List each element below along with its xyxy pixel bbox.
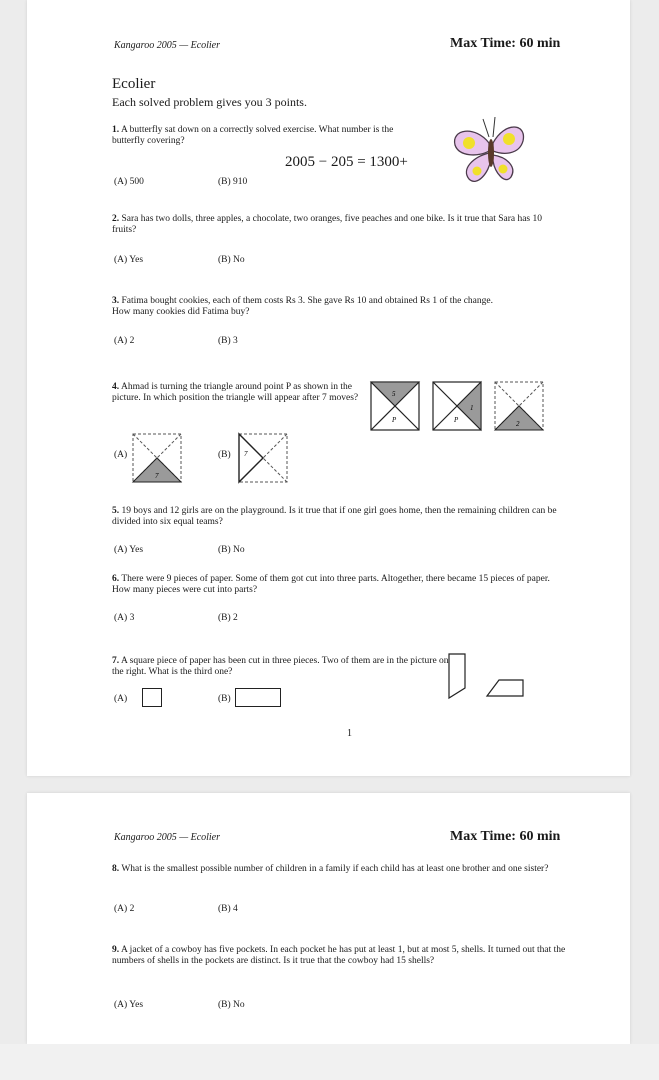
header-left-2: Kangaroo 2005 — Ecolier [114,832,221,843]
q4-option-a-figure [131,432,183,484]
question-3: 3. Fatima bought cookies, each of them costs Rs 3. She gave Rs 10 and obtained Rs 1 of the change. How many cookies did Fatima buy? [112,296,493,317]
q1-option-b: (B) 910 [218,177,248,187]
fig-label-p1: P [392,416,397,424]
butterfly-image [445,113,527,189]
q7-option-b: (B) [218,694,231,704]
q7-option-a-square [142,688,162,707]
page-number: 1 [347,728,352,739]
q7-pieces-figure [447,652,529,702]
q3-option-a: (A) 2 [114,336,135,346]
q9-option-b: (B) No [218,1000,245,1010]
q4-option-b-figure [237,432,289,484]
fig-label-2: 2 [516,420,520,428]
q6-option-b: (B) 2 [218,613,238,623]
q1-option-a: (A) 500 [114,177,144,187]
fig-label-5: 5 [392,390,396,398]
q7-option-b-rectangle [235,688,281,707]
svg-text:7: 7 [155,472,159,480]
q8-option-a: (A) 2 [114,904,135,914]
question-6: 6. There were 9 pieces of paper. Some of them got cut into three parts. Altogether, there became 15 pieces of paper. How many pieces were cut into parts? [112,574,550,595]
q9-option-a: (A) Yes [114,1000,144,1010]
viewer-bottom-strip [0,1044,659,1080]
q2-option-a: (A) Yes [114,255,144,265]
q1-equation: 2005 − 205 = 1300+ [285,154,408,170]
question-7: 7. A square piece of paper has been cut in three pieces. Two of them are in the picture on the right. What is the third one? [112,656,449,677]
q5-option-b: (B) No [218,545,245,555]
q4-option-a: (A) [114,450,128,460]
q7-option-a: (A) [114,694,128,704]
q8-option-b: (B) 4 [218,904,238,914]
header-left: Kangaroo 2005 — Ecolier [114,40,221,51]
q2-option-b: (B) No [218,255,245,265]
q3-option-b: (B) 3 [218,336,238,346]
question-2: 2. Sara has two dolls, three apples, a chocolate, two oranges, five peaches and one bike. Is it true that Sara has 10 fruits? [112,214,543,235]
header-right-2: Max Time: 60 min [450,829,561,844]
q6-option-a: (A) 3 [114,613,135,623]
question-1: 1. A butterfly sat down on a correctly solved exercise. What number is the butterfly covering? [112,125,394,146]
section-subtitle: Each solved problem gives you 3 points. [112,95,307,109]
fig-label-p2: P [454,416,459,424]
header-right: Max Time: 60 min [450,36,561,51]
question-4: 4. Ahmad is turning the triangle around point P as shown in the picture. In which position the triangle will appear after 7 moves? [112,382,359,403]
question-5: 5. 19 boys and 12 girls are on the playground. Is it true that if one girl goes home, then the remaining children can be divided into six equal teams? [112,506,557,527]
q5-option-a: (A) Yes [114,545,144,555]
page-1 [27,0,630,776]
question-9: 9. A jacket of a cowboy has five pockets. In each pocket he has put at least 1, but at most 5, shells. It turned out that the numbers of shells in the pockets are distinct. Is it true that the cowboy had 15 shells? [112,945,566,966]
svg-text:7: 7 [244,450,248,458]
section-title: Ecolier [112,76,156,92]
q4-option-b: (B) [218,450,231,460]
page-2 [27,793,630,1044]
question-8: 8. What is the smallest possible number of children in a family if each child has at least one brother and one sister? [112,864,549,874]
fig-label-1: 1 [470,404,474,412]
rotation-figure [369,380,547,432]
